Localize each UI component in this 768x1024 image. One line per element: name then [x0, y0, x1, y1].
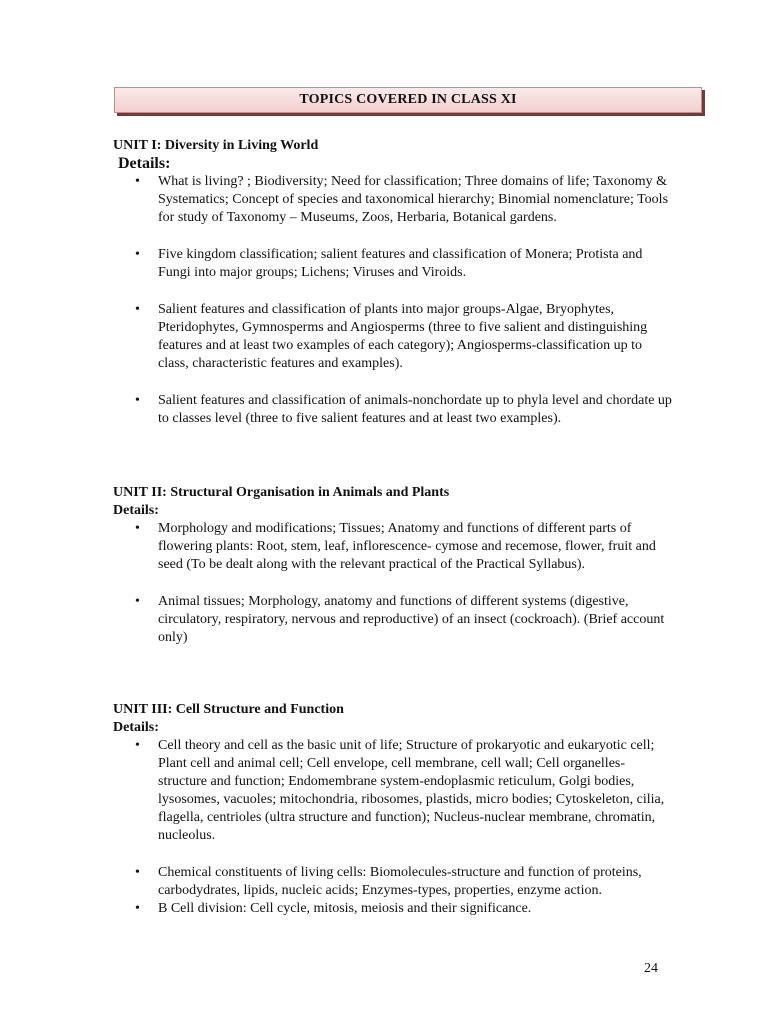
list-item: • Salient features and classification of animals-nonchordate up to phyla level and chordate up to classes level (three to five salient features and at least two examples).	[113, 392, 673, 428]
banner-title: TOPICS COVERED IN CLASS XI	[299, 92, 517, 107]
page-number: 24	[644, 961, 658, 976]
list-item: • Morphology and modifications; Tissues; Anatomy and functions of different parts of flowering plants: Root, stem, leaf, inflorescence- cymose and recemose, flower, fruit and seed (To be dealt along with the relevant practical of the Practical Syllabus).	[113, 520, 673, 574]
list-item: • Five kingdom classification; salient features and classification of Monera; Protista and Fungi into major groups; Lichens; Viruses and Viroids.	[113, 246, 673, 282]
list-item: • Chemical constituents of living cells: Biomolecules-structure and function of proteins, carbodydrates, lipids, nucleic acids; Enzymes-types, properties, enzyme action.	[113, 864, 673, 900]
unit-2	[113, 484, 673, 647]
details-label: Details:	[118, 155, 171, 172]
list-item: • Cell theory and cell as the basic unit of life; Structure of prokaryotic and eukaryotic cell; Plant cell and animal cell; Cell envelope, cell membrane, cell wall; Cell organelles-structure and function; Endomembrane system-endoplasmic reticulum, Golgi bodies, lysosomes, vacuoles; mitochondria, ribosomes, plastids, micro bodies; Cytoskeleton, cilia, flagella, centrioles (ultra structure and function); Nucleus-nuclear membrane, chromatin, nucleolus.	[113, 737, 673, 845]
unit-3	[113, 701, 673, 918]
section-banner	[114, 87, 702, 113]
list-item: • B Cell division: Cell cycle, mitosis, meiosis and their significance.	[113, 900, 673, 918]
list-item: • Salient features and classification of plants into major groups-Algae, Bryophytes, Pteridophytes, Gymnosperms and Angiosperms (three to five salient and distinguishing features and at least two examples of each category); Angiosperms-classification up to class, characteristic features and examples).	[113, 301, 673, 373]
unit-title: UNIT II: Structural Organisation in Animals and Plants	[113, 485, 450, 500]
unit-title: UNIT I: Diversity in Living World	[113, 138, 319, 153]
list-item: • What is living? ; Biodiversity; Need for classification; Three domains of life; Taxonomy & Systematics; Concept of species and taxonomical hierarchy; Binomial nomenclature; Tools for study of Taxonomy – Museums, Zoos, Herbaria, Botanical gardens.	[113, 173, 673, 227]
unit-title: UNIT III: Cell Structure and Function	[113, 702, 344, 717]
details-label: Details:	[113, 503, 159, 518]
details-label: Details:	[113, 720, 159, 735]
unit-1-list	[113, 173, 673, 428]
unit-1	[113, 137, 673, 428]
list-item: • Animal tissues; Morphology, anatomy and functions of different systems (digestive, circulatory, respiratory, nervous and reproductive) of an insect (cockroach). (Brief account only)	[113, 593, 673, 647]
unit-2-list	[113, 520, 673, 647]
unit-3-list	[113, 737, 673, 918]
